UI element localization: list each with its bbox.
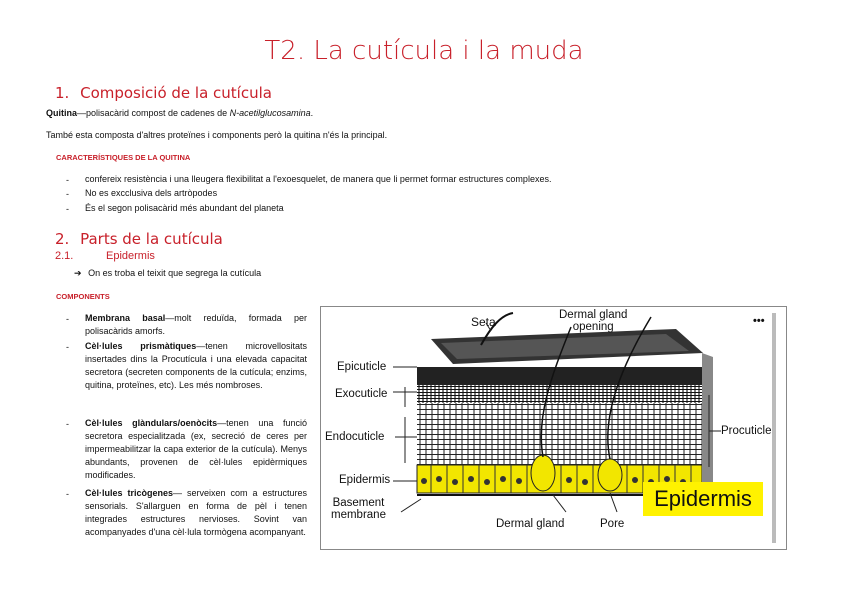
subsection-title: Epidermis	[106, 250, 155, 262]
caract-item-3: És el segon polisacàrid més abundant del planeta	[85, 203, 284, 213]
label-dermal-gland: Dermal gland	[496, 518, 565, 530]
bullet-dash: -	[66, 189, 69, 199]
bullet-dash: -	[66, 314, 69, 324]
quitina-end: .	[310, 108, 314, 118]
section-2-heading	[55, 230, 223, 248]
quitina-definition	[46, 107, 313, 119]
component-text: —tenen una funció secretora especialitzada (ex, secreció de ceres per impermeabilitzar la capa exterior de la cutícula). Menys abundants, provenen de cèl·lules epidèrmiques modificades.	[85, 418, 307, 480]
label-epicuticle: Epicuticle	[337, 361, 387, 373]
component-term: Cèl·lules tricògenes	[85, 488, 174, 498]
section-2-title: Parts de la cutícula	[80, 230, 223, 248]
bullet-dash: -	[66, 489, 69, 499]
label-pore: Pore	[600, 518, 625, 530]
quitina-term: Quitina	[46, 108, 77, 118]
section-1-title: Composició de la cutícula	[80, 84, 272, 102]
exocuticle-layer	[417, 385, 702, 403]
component-term: Cèl·lules prismàtiques	[85, 341, 197, 351]
trichogen-cell	[598, 459, 622, 491]
arrow-text: On es troba el teixit que segrega la cutícula	[88, 268, 262, 278]
subsection-number: 2.1.	[55, 250, 74, 262]
arrow-icon: ➔	[74, 268, 82, 278]
also-paragraph: També esta composta d'altres proteïnes i components però la quitina n'és la principal.	[46, 130, 388, 140]
bullet-dash: -	[66, 419, 69, 429]
component-item-3	[85, 417, 307, 482]
page-title: T2. La cutícula i la muda	[264, 36, 584, 66]
caract-heading: CARACTERÍSTIQUES DE LA QUITINA	[56, 153, 191, 162]
components-heading: COMPONENTS	[56, 292, 110, 301]
component-text: — serveixen com a estructures sensorials. S'allarguen en forma de pèl i tenen integrades estructures nervioses. Sovint van acompanyades d'una cèl·lula tormògena acompanyant.	[85, 488, 307, 537]
caract-item-2: No es excclusiva dels artròpodes	[85, 188, 218, 198]
epidermis-highlight-box: Epidermis	[643, 482, 763, 516]
exocuticle-band	[417, 367, 702, 385]
component-item-4	[85, 487, 307, 539]
label-seta: Seta	[471, 315, 496, 329]
caract-item-1: confereix resistència i una lleugera flexibilitat a l'exoesquelet, de manera que li permet formar estructures complexes.	[85, 174, 552, 184]
quitina-italic: N-acetilglucosamina	[229, 108, 311, 118]
section-1-heading	[55, 84, 272, 102]
dermal-gland-cell	[531, 455, 555, 491]
component-text: —tenen microvellositats insertades dins la Procutícula i una elevada capacitat secretora (secreten components de la cutícula; enzims, quitina, proteïnes, etc). Les més nombroses.	[85, 341, 307, 390]
label-exocuticle: Exocuticle	[335, 388, 388, 400]
component-term: Cèl·lules glàndulars/oenòcits	[85, 418, 218, 428]
component-item-2	[85, 340, 307, 392]
component-item-1	[85, 312, 307, 338]
label-epidermis: Epidermis	[339, 474, 391, 486]
section-1-number: 1.	[55, 84, 70, 102]
label-endocuticle: Endocuticle	[325, 431, 385, 443]
bullet-dash: -	[66, 175, 69, 185]
label-dermal-gland-opening: Dermal gland opening	[559, 309, 628, 333]
cuticle-diagram	[320, 306, 787, 550]
label-basement-membrane: Basement membrane	[331, 497, 386, 521]
component-term: Membrana basal	[85, 313, 166, 323]
label-procuticle: Procuticle	[721, 425, 772, 437]
more-options-icon[interactable]: •••	[753, 315, 765, 327]
bullet-dash: -	[66, 342, 69, 352]
arrow-item	[74, 268, 261, 279]
section-2-number: 2.	[55, 230, 70, 248]
bullet-dash: -	[66, 204, 69, 214]
quitina-def-text: —polisacàrid compost de cadenes de	[77, 108, 230, 118]
endocuticle-layer	[417, 403, 702, 465]
subsection-heading	[55, 250, 155, 262]
component-text: —molt reduïda, formada per polisacàrids amorfs.	[85, 313, 307, 336]
